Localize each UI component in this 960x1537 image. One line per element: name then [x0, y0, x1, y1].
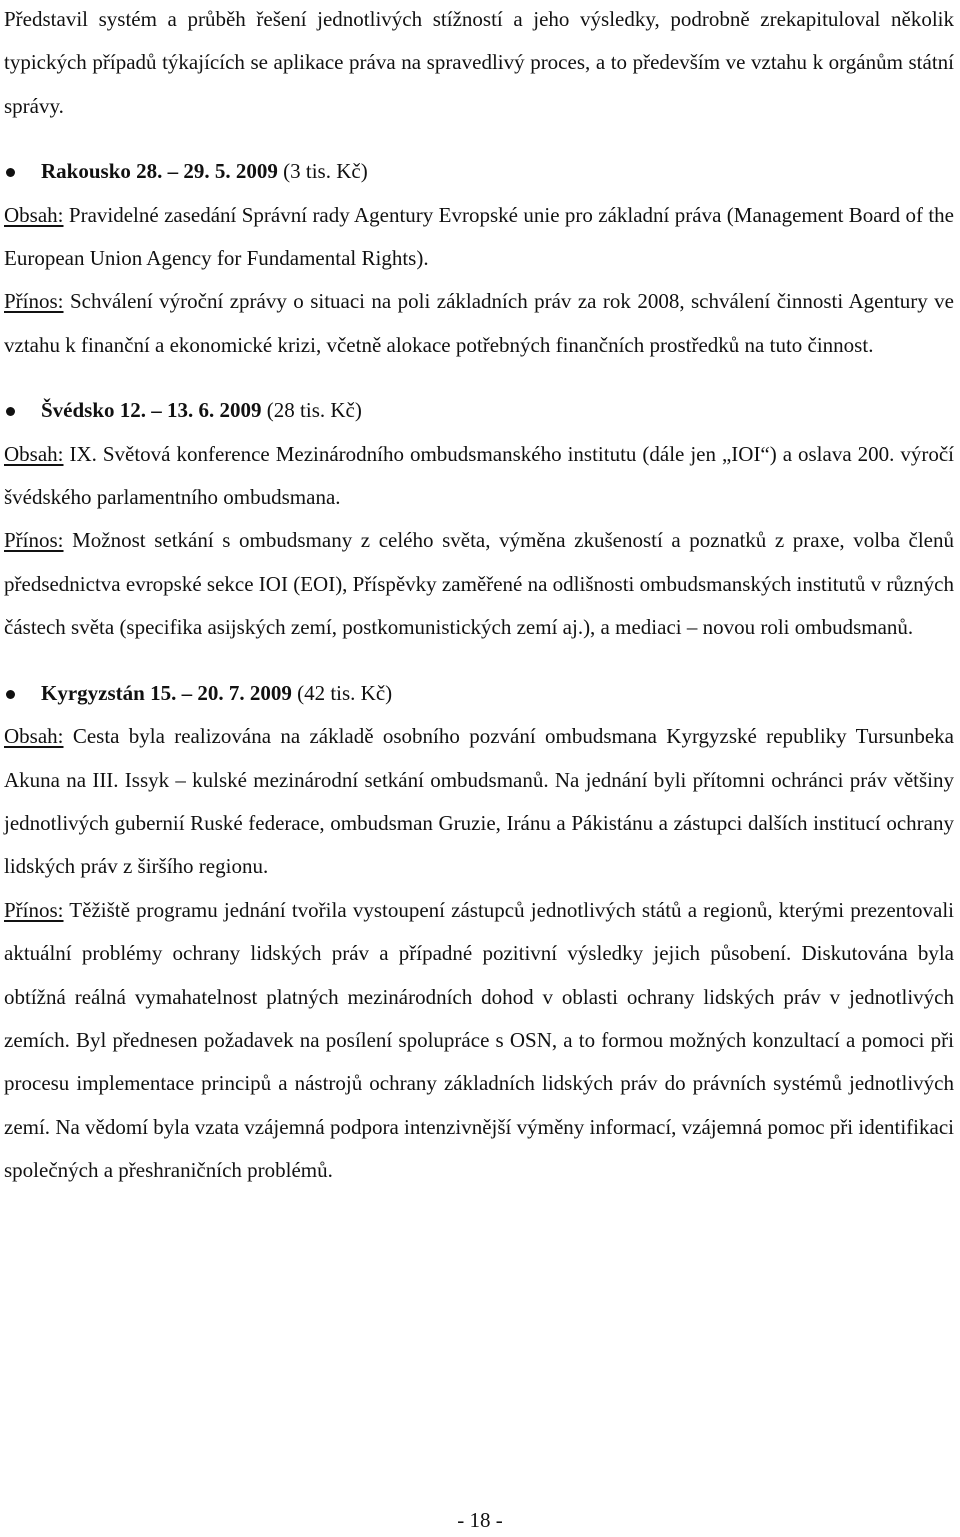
bullet-icon — [6, 168, 15, 177]
entry-heading — [4, 150, 954, 193]
bullet-icon — [6, 690, 15, 699]
document-page — [4, 0, 954, 1193]
content-label: Obsah: — [4, 441, 64, 466]
content-text: Cesta byla realizována na základě osobního pozvání ombudsmana Kyrgyzské republiky Tursunbeka Akuna na III. Issyk – kulské mezinárodní setkání ombudsmanů. Na jednání byli přítomni ochránci práv většiny jednotlivých gubernií Ruské federace, ombudsman Gruzie, Iránu a Pákistánu a zástupci dalších institucí ochrany lidských práv z širšího regionu. — [4, 724, 954, 879]
entry-content — [4, 194, 954, 281]
entry-sweden — [4, 389, 954, 649]
entry-content — [4, 715, 954, 889]
entry-cost: (28 tis. Kč) — [266, 398, 362, 423]
entry-cost: (3 tis. Kč) — [283, 159, 368, 184]
entry-cost: (42 tis. Kč) — [297, 680, 393, 705]
content-text: Pravidelné zasedání Správní rady Agentury Evropské unie pro základní práva (Management Board of the European Union Agency for Fundamental Rights). — [4, 202, 955, 271]
benefit-label: Přínos: — [4, 897, 64, 922]
entry-heading — [4, 389, 954, 432]
benefit-label: Přínos: — [4, 528, 64, 553]
benefit-text: Schválení výroční zprávy o situaci na poli základních práv za rok 2008, schválení činnosti Agentury ve vztahu k finanční a ekonomické krizi, včetně alokace potřebných finančních prostředků na tuto činnost. — [4, 289, 955, 357]
benefit-label: Přínos: — [4, 289, 64, 314]
content-label: Obsah: — [4, 202, 64, 227]
entry-benefit — [4, 280, 954, 367]
entry-country: Rakousko 28. – 29. 5. 2009 — [41, 159, 278, 184]
content-text: IX. Světová konference Mezinárodního ombudsmanského institutu (dále jen „IOI“) a oslava 200. výročí švédského parlamentního ombudsmana. — [4, 441, 954, 510]
bullet-icon — [6, 407, 15, 416]
entry-kyrgyzstan — [4, 672, 954, 1193]
entry-country: Kyrgyzstán 15. – 20. 7. 2009 — [41, 680, 292, 705]
entry-heading — [4, 672, 954, 715]
benefit-text: Možnost setkání s ombudsmany z celého světa, výměna zkušeností a poznatků z praxe, volba členů předsednictva evropské sekce IOI (EOI), Příspěvky zaměřené na odlišnosti ombudsmanských institutů v různých částech světa (specifika asijských zemí, postkomunistických zemí aj.), a mediaci – novou roli ombudsmanů. — [4, 528, 955, 640]
entry-content — [4, 433, 954, 520]
page-number: - 18 - — [457, 1508, 503, 1532]
entry-country: Švédsko 12. – 13. 6. 2009 — [41, 398, 262, 423]
entry-austria — [4, 150, 954, 367]
content-label: Obsah: — [4, 724, 64, 749]
intro-paragraph: Představil systém a průběh řešení jednotlivých stížností a jeho výsledky, podrobně zrekapituloval několik typických případů týkajících se aplikace práva na spravedlivý proces, a to především ve vztahu k orgánům státní správy. — [4, 7, 954, 118]
entry-benefit — [4, 889, 954, 1193]
benefit-text: Těžiště programu jednání tvořila vystoupení zástupců jednotlivých států a regionů, kterými prezentovali aktuální problémy ochrany lidských práv a případné pozitivní výsledky jejich působení. Diskutována byla obtížná reálná vymahatelnost platných mezinárodních dohod v oblasti ochrany lidských práv v jednotlivých zemích. Byl přednesen požadavek na posílení spolupráce s OSN, a to formou možných konzultací a pomoci při procesu implementace principů a nástrojů ochrany základních lidských práv do právních systémů jednotlivých zemí. Na vědomí byla vzata vzájemná podpora intenzivnější výměny informací, vzájemná pomoc při identifikaci společných a přeshraničních problémů. — [4, 897, 954, 1183]
entry-benefit — [4, 519, 954, 649]
